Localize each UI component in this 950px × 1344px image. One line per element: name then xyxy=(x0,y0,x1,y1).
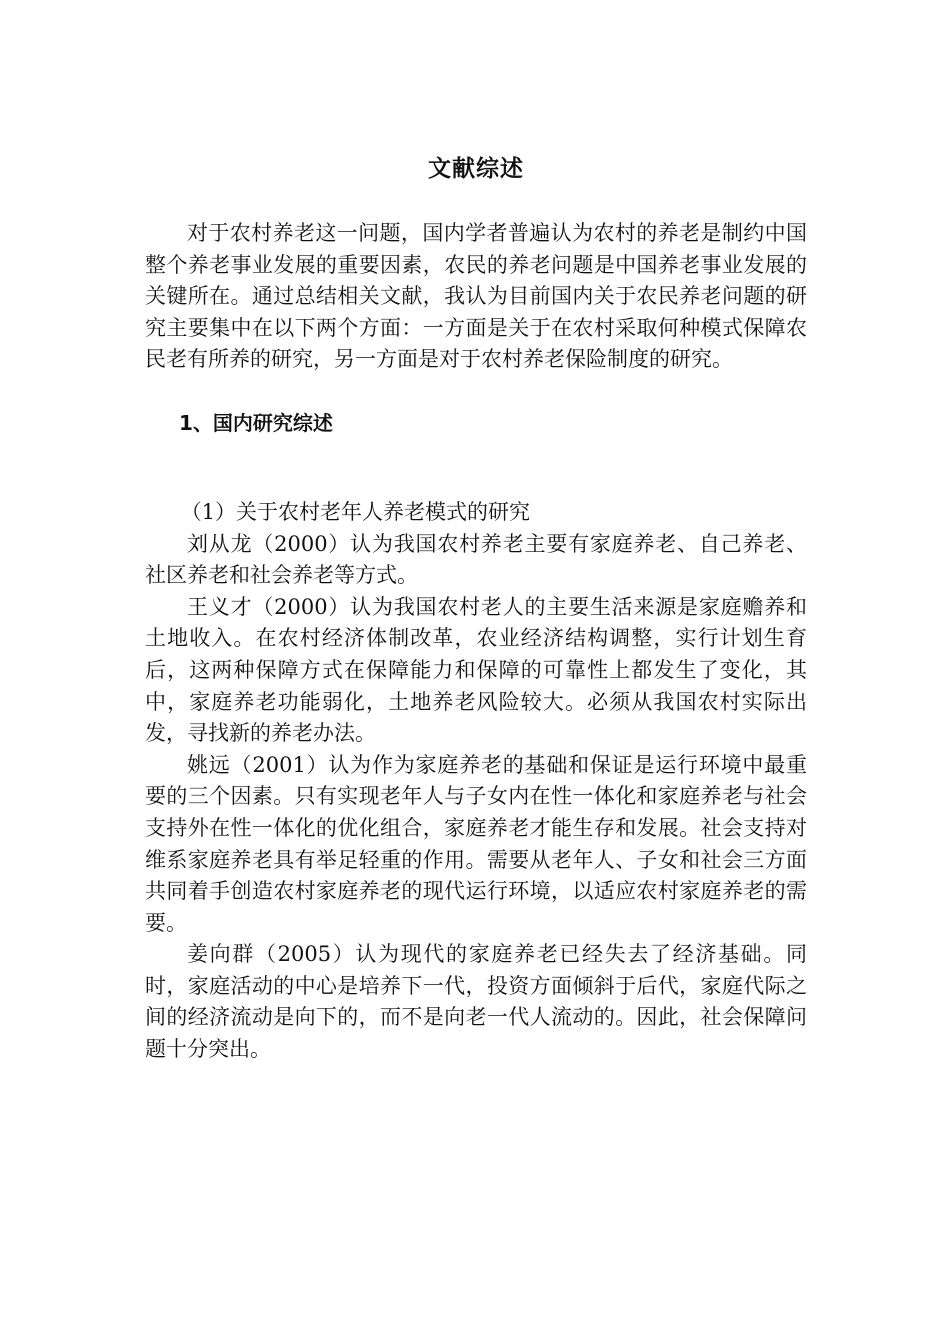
document-body xyxy=(145,152,807,1066)
paragraph-yao-yuan: 姚远（2001）认为作为家庭养老的基础和保证是运行环境中最重要的三个因素。只有实现老年人与子女内在性一体化和家庭养老与社会支持外在性一体化的优化组合，家庭养老才能生存和发展。社会支持对维系家庭养老具有举足轻重的作用。需要从老年人、子女和社会三方面共同着手创造农村家庭养老的现代运行环境，以适应农村家庭养老的需要。 xyxy=(145,752,807,935)
paragraph-liu-conglong: 刘从龙（2000）认为我国农村养老主要有家庭养老、自己养老、社区养老和社会养老等方式。 xyxy=(145,531,807,588)
paragraph-jiang-xiangqun: 姜向群（2005）认为现代的家庭养老已经失去了经济基础。同时，家庭活动的中心是培养下一代，投资方面倾斜于后代，家庭代际之间的经济流动是向下的，而不是向老一代人流动的。因此，社会保障问题十分突出。 xyxy=(145,942,807,1062)
section-heading-domestic-research: 1、国内研究综述 xyxy=(179,410,333,435)
subsection-heading-pension-models: （1）关于农村老年人养老模式的研究 xyxy=(180,499,531,524)
intro-paragraph: 对于农村养老这一问题，国内学者普遍认为农村的养老是制约中国整个养老事业发展的重要因素，农民的养老问题是中国养老事业发展的关键所在。通过总结相关文献，我认为目前国内关于农民养老问题的研究主要集中在以下两个方面：一方面是关于在农村采取何种模式保障农民老有所养的研究，另一方面是对于农村养老保险制度的研究。 xyxy=(145,221,807,372)
page-title: 文献综述 xyxy=(428,156,524,182)
paragraph-wang-yicai: 王义才（2000）认为我国农村老人的主要生活来源是家庭赡养和土地收入。在农村经济体制改革，农业经济结构调整，实行计划生育后，这两种保障方式在保障能力和保障的可靠性上都发生了变化，其中，家庭养老功能弱化，土地养老风险较大。必须从我国农村实际出发，寻找新的养老办法。 xyxy=(145,594,807,746)
